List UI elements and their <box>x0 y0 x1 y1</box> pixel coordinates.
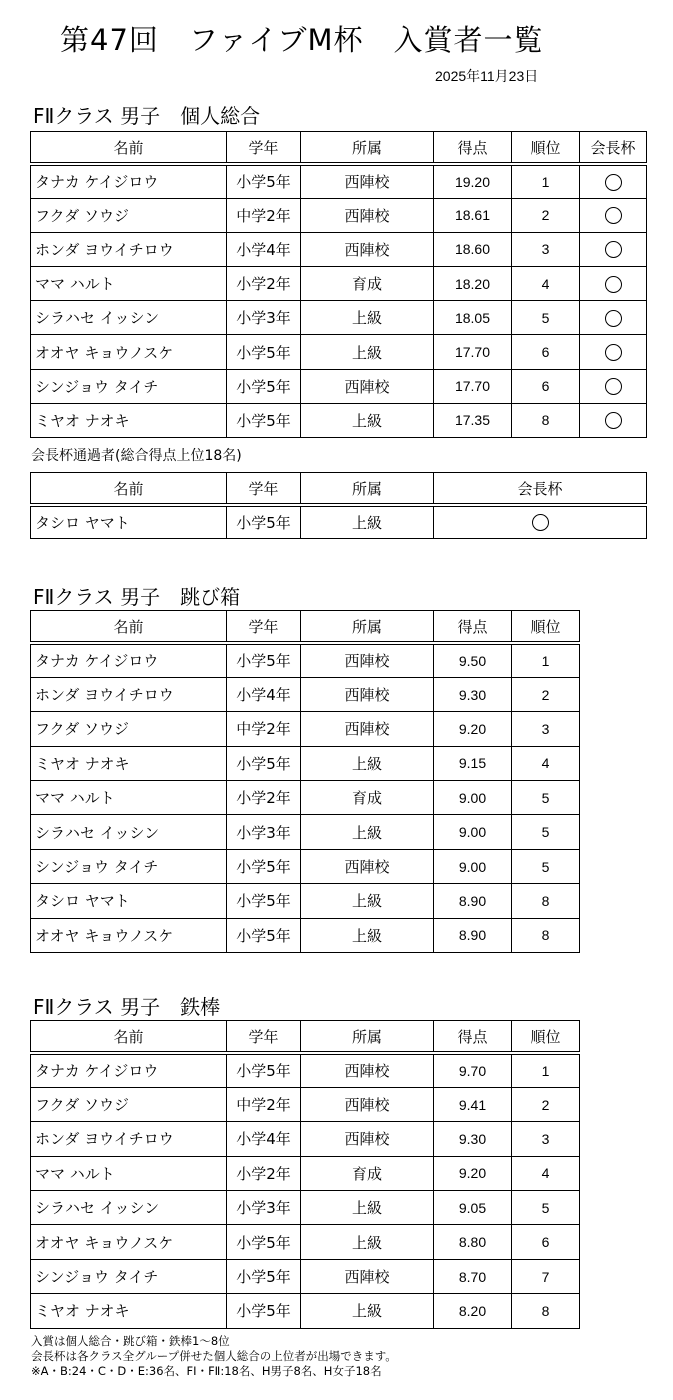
table-row <box>31 677 580 711</box>
table-row <box>31 505 647 538</box>
cell-name: フクダ ソウジ <box>31 198 227 232</box>
table-row <box>31 1294 580 1328</box>
cell-score: 9.00 <box>434 781 512 815</box>
cell-score: 9.05 <box>434 1191 512 1225</box>
cell-cup <box>580 301 647 335</box>
cell-grade: 小学5年 <box>227 849 301 883</box>
header-name: 名前 <box>31 611 227 644</box>
cell-affiliation: 上級 <box>301 403 434 437</box>
cell-affiliation: 育成 <box>301 267 434 301</box>
cell-grade: 小学5年 <box>227 643 301 677</box>
cell-rank: 8 <box>512 884 580 918</box>
cell-affiliation: 上級 <box>301 884 434 918</box>
cell-grade: 小学5年 <box>227 1294 301 1328</box>
table-header-row <box>31 132 647 165</box>
cell-affiliation: 上級 <box>301 1225 434 1259</box>
table-row <box>31 1122 580 1156</box>
header-affiliation: 所属 <box>301 132 434 165</box>
table-row <box>31 164 647 198</box>
section-title-all-around: FⅡクラス 男子 個人総合 <box>33 104 261 128</box>
table-row <box>31 301 647 335</box>
circle-mark-icon <box>605 412 622 429</box>
cell-rank: 8 <box>512 1294 580 1328</box>
cell-name: ママ ハルト <box>31 1156 227 1190</box>
cell-affiliation: 西陣校 <box>301 712 434 746</box>
cell-cup <box>580 232 647 266</box>
cell-grade: 小学3年 <box>227 301 301 335</box>
cell-cup <box>580 267 647 301</box>
cell-name: ママ ハルト <box>31 267 227 301</box>
table-row <box>31 746 580 780</box>
cell-rank: 2 <box>512 1087 580 1121</box>
cell-rank: 5 <box>512 815 580 849</box>
cell-grade: 小学4年 <box>227 677 301 711</box>
header-name: 名前 <box>31 132 227 165</box>
cell-score: 9.20 <box>434 712 512 746</box>
cell-affiliation: 育成 <box>301 1156 434 1190</box>
cell-rank: 6 <box>512 1225 580 1259</box>
circle-mark-icon <box>605 378 622 395</box>
table-row <box>31 712 580 746</box>
cell-name: シラハセ イッシン <box>31 1191 227 1225</box>
circle-mark-icon <box>605 344 622 361</box>
cell-name: タシロ ヤマト <box>31 884 227 918</box>
footnote-line: 入賞は個人総合・跳び箱・鉄棒1～8位 <box>31 1334 230 1348</box>
results-table-all-around <box>30 131 647 438</box>
cell-name: シラハセ イッシン <box>31 301 227 335</box>
table-row <box>31 267 647 301</box>
results-table-vault <box>30 610 580 953</box>
cell-grade: 小学3年 <box>227 1191 301 1225</box>
cell-affiliation: 西陣校 <box>301 232 434 266</box>
cell-rank: 8 <box>512 918 580 952</box>
cell-score: 9.30 <box>434 1122 512 1156</box>
cell-name: オオヤ キョウノスケ <box>31 335 227 369</box>
cell-grade: 小学3年 <box>227 815 301 849</box>
table-row <box>31 1156 580 1190</box>
cell-rank: 6 <box>512 335 580 369</box>
cell-name: ホンダ ヨウイチロウ <box>31 677 227 711</box>
header-cup: 会長杯 <box>580 132 647 165</box>
cell-grade: 小学5年 <box>227 369 301 403</box>
cell-affiliation: 上級 <box>301 1191 434 1225</box>
cell-rank: 5 <box>512 301 580 335</box>
cell-rank: 5 <box>512 781 580 815</box>
header-rank: 順位 <box>512 611 580 644</box>
cell-rank: 3 <box>512 1122 580 1156</box>
table-row <box>31 369 647 403</box>
cell-rank: 4 <box>512 267 580 301</box>
circle-mark-icon <box>605 207 622 224</box>
header-affiliation: 所属 <box>301 473 434 506</box>
cell-cup <box>580 335 647 369</box>
cell-rank: 3 <box>512 712 580 746</box>
cell-name: シンジョウ タイチ <box>31 369 227 403</box>
cell-name: フクダ ソウジ <box>31 712 227 746</box>
cell-name: オオヤ キョウノスケ <box>31 1225 227 1259</box>
table-row <box>31 232 647 266</box>
table-row <box>31 1053 580 1087</box>
qualifier-table <box>30 472 647 539</box>
table-row <box>31 918 580 952</box>
circle-mark-icon <box>605 276 622 293</box>
header-rank: 順位 <box>512 1021 580 1054</box>
cell-affiliation: 西陣校 <box>301 849 434 883</box>
cell-affiliation: 上級 <box>301 335 434 369</box>
cell-name: タナカ ケイジロウ <box>31 643 227 677</box>
table-header-row <box>31 1021 580 1054</box>
cell-name: シンジョウ タイチ <box>31 1259 227 1293</box>
cell-affiliation: 上級 <box>301 301 434 335</box>
circle-mark-icon <box>605 241 622 258</box>
cell-score: 9.50 <box>434 643 512 677</box>
circle-mark-icon <box>605 310 622 327</box>
cell-cup <box>434 505 647 538</box>
cell-score: 9.41 <box>434 1087 512 1121</box>
cell-name: オオヤ キョウノスケ <box>31 918 227 952</box>
cell-grade: 中学2年 <box>227 712 301 746</box>
cell-affiliation: 西陣校 <box>301 369 434 403</box>
cell-rank: 2 <box>512 198 580 232</box>
header-score: 得点 <box>434 611 512 644</box>
circle-mark-icon <box>532 514 549 531</box>
section-title-bar: FⅡクラス 男子 鉄棒 <box>33 995 221 1019</box>
cell-score: 8.90 <box>434 918 512 952</box>
header-grade: 学年 <box>227 611 301 644</box>
header-score: 得点 <box>434 1021 512 1054</box>
cell-affiliation: 育成 <box>301 781 434 815</box>
cell-grade: 小学5年 <box>227 1259 301 1293</box>
cell-score: 8.70 <box>434 1259 512 1293</box>
section-title-vault: FⅡクラス 男子 跳び箱 <box>33 585 241 609</box>
cell-grade: 中学2年 <box>227 198 301 232</box>
header-grade: 学年 <box>227 1021 301 1054</box>
cell-rank: 8 <box>512 403 580 437</box>
cell-grade: 小学5年 <box>227 884 301 918</box>
cell-name: タナカ ケイジロウ <box>31 1053 227 1087</box>
table-row <box>31 335 647 369</box>
cell-name: シンジョウ タイチ <box>31 849 227 883</box>
cell-rank: 1 <box>512 643 580 677</box>
cell-grade: 小学4年 <box>227 232 301 266</box>
table-row <box>31 781 580 815</box>
header-affiliation: 所属 <box>301 611 434 644</box>
cell-score: 8.20 <box>434 1294 512 1328</box>
cell-name: シラハセ イッシン <box>31 815 227 849</box>
cell-name: タナカ ケイジロウ <box>31 164 227 198</box>
cell-cup <box>580 403 647 437</box>
cell-affiliation: 西陣校 <box>301 1259 434 1293</box>
cell-affiliation: 上級 <box>301 918 434 952</box>
cell-score: 17.70 <box>434 335 512 369</box>
cell-grade: 小学2年 <box>227 267 301 301</box>
cell-name: ホンダ ヨウイチロウ <box>31 1122 227 1156</box>
circle-mark-icon <box>605 174 622 191</box>
cell-grade: 中学2年 <box>227 1087 301 1121</box>
cell-affiliation: 上級 <box>301 1294 434 1328</box>
header-affiliation: 所属 <box>301 1021 434 1054</box>
cell-cup <box>580 198 647 232</box>
cell-grade: 小学5年 <box>227 746 301 780</box>
cell-affiliation: 上級 <box>301 746 434 780</box>
table-row <box>31 1191 580 1225</box>
header-cup: 会長杯 <box>434 473 647 506</box>
header-grade: 学年 <box>227 473 301 506</box>
cell-grade: 小学5年 <box>227 164 301 198</box>
cell-affiliation: 西陣校 <box>301 677 434 711</box>
cell-name: ミヤオ ナオキ <box>31 746 227 780</box>
table-row <box>31 403 647 437</box>
cell-rank: 6 <box>512 369 580 403</box>
event-date: 2025年11月23日 <box>435 68 539 84</box>
cell-score: 17.70 <box>434 369 512 403</box>
cell-rank: 5 <box>512 849 580 883</box>
cell-rank: 1 <box>512 1053 580 1087</box>
cell-grade: 小学4年 <box>227 1122 301 1156</box>
cell-affiliation: 上級 <box>301 815 434 849</box>
cell-score: 9.00 <box>434 815 512 849</box>
cell-grade: 小学5年 <box>227 403 301 437</box>
footnotes <box>31 1334 397 1379</box>
cell-grade: 小学2年 <box>227 1156 301 1190</box>
cell-affiliation: 西陣校 <box>301 1122 434 1156</box>
cell-rank: 1 <box>512 164 580 198</box>
cell-score: 9.30 <box>434 677 512 711</box>
cell-score: 9.20 <box>434 1156 512 1190</box>
cell-name: フクダ ソウジ <box>31 1087 227 1121</box>
footnote-line: 会長杯は各クラス全グループ併せた個人総合の上位者が出場できます。 <box>31 1349 397 1363</box>
cell-score: 8.80 <box>434 1225 512 1259</box>
table-header-row <box>31 611 580 644</box>
table-row <box>31 884 580 918</box>
cell-cup <box>580 164 647 198</box>
header-name: 名前 <box>31 473 227 506</box>
cell-name: タシロ ヤマト <box>31 505 227 538</box>
results-table-bar <box>30 1020 580 1329</box>
cell-grade: 小学2年 <box>227 781 301 815</box>
cell-grade: 小学5年 <box>227 1225 301 1259</box>
cell-name: ミヤオ ナオキ <box>31 1294 227 1328</box>
cell-rank: 5 <box>512 1191 580 1225</box>
cell-cup <box>580 369 647 403</box>
table-row <box>31 1087 580 1121</box>
table-row <box>31 849 580 883</box>
page-title: 第47回 ファイブM杯 入賞者一覧 <box>60 23 544 57</box>
table-row <box>31 198 647 232</box>
table-row <box>31 643 580 677</box>
cell-name: ママ ハルト <box>31 781 227 815</box>
table-row <box>31 1225 580 1259</box>
cell-affiliation: 西陣校 <box>301 198 434 232</box>
cell-grade: 小学5年 <box>227 918 301 952</box>
header-name: 名前 <box>31 1021 227 1054</box>
cell-score: 9.00 <box>434 849 512 883</box>
cell-rank: 2 <box>512 677 580 711</box>
cell-name: ホンダ ヨウイチロウ <box>31 232 227 266</box>
cell-score: 18.20 <box>434 267 512 301</box>
cell-rank: 3 <box>512 232 580 266</box>
cell-affiliation: 上級 <box>301 505 434 538</box>
header-grade: 学年 <box>227 132 301 165</box>
cell-rank: 4 <box>512 1156 580 1190</box>
cell-affiliation: 西陣校 <box>301 1087 434 1121</box>
table-row <box>31 815 580 849</box>
cell-score: 9.70 <box>434 1053 512 1087</box>
cell-score: 18.61 <box>434 198 512 232</box>
cell-score: 18.60 <box>434 232 512 266</box>
header-rank: 順位 <box>512 132 580 165</box>
cell-score: 18.05 <box>434 301 512 335</box>
cell-score: 9.15 <box>434 746 512 780</box>
cell-score: 19.20 <box>434 164 512 198</box>
cell-grade: 小学5年 <box>227 505 301 538</box>
cell-score: 8.90 <box>434 884 512 918</box>
cell-name: ミヤオ ナオキ <box>31 403 227 437</box>
footnote-line: ※A・B:24・C・D・E:36名、FⅠ・FⅡ:18名、H男子8名、H女子18名 <box>31 1364 382 1378</box>
cell-rank: 7 <box>512 1259 580 1293</box>
cell-rank: 4 <box>512 746 580 780</box>
cell-grade: 小学5年 <box>227 1053 301 1087</box>
cell-affiliation: 西陣校 <box>301 1053 434 1087</box>
table-row <box>31 1259 580 1293</box>
cell-affiliation: 西陣校 <box>301 643 434 677</box>
cell-score: 17.35 <box>434 403 512 437</box>
qualifier-note: 会長杯通過者(総合得点上位18名) <box>31 448 242 464</box>
cell-grade: 小学5年 <box>227 335 301 369</box>
header-score: 得点 <box>434 132 512 165</box>
cell-affiliation: 西陣校 <box>301 164 434 198</box>
table-header-row <box>31 473 647 506</box>
